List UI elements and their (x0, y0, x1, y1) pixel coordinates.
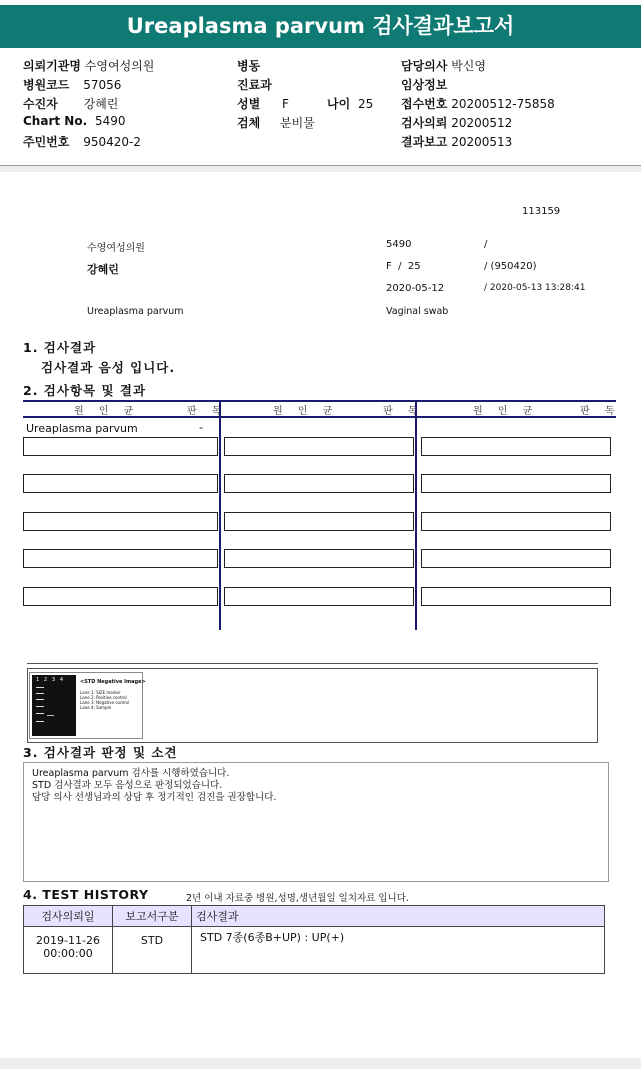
field-label: 나이 (327, 97, 351, 111)
label-date: 2020-05-12 (386, 283, 445, 294)
history-header-row (24, 906, 605, 927)
section4-title: 4. TEST HISTORY (23, 887, 149, 902)
gel-band (36, 713, 44, 714)
col-header-reading: 판 독 (383, 406, 424, 417)
field-label: 진료과 (237, 78, 272, 92)
field-label: 임상정보 (401, 78, 448, 92)
page-footer-band (0, 1058, 641, 1069)
opinion-line: STD 검사결과 모두 음성으로 판정되었습니다. (32, 780, 223, 791)
field-value: 20200513 (451, 135, 513, 149)
gel-lane-numbers: 1 2 3 4 (36, 677, 64, 683)
results-col-divider (415, 400, 417, 630)
gel-top-rule (27, 663, 598, 664)
col-header-reading: 판 독 (187, 406, 228, 417)
label-chart: 5490 (386, 239, 412, 250)
field-value: 20200512-75858 (451, 97, 555, 111)
section3-title: 3. 검사결과 판정 및 소견 (23, 745, 178, 760)
history-result: STD 7종(6종B+UP) : UP(+) (192, 927, 605, 974)
history-date-cell (24, 927, 113, 974)
result-item-name: Ureaplasma parvum (26, 422, 138, 435)
sample-code: 113159 (522, 206, 561, 217)
result-box (224, 474, 414, 493)
history-time: 00:00:00 (43, 947, 93, 960)
gel-band (36, 693, 44, 694)
field-value: 5490 (94, 114, 126, 128)
field-value: 분비물 (280, 116, 315, 130)
field-label: 성별 (237, 97, 261, 111)
result-box (23, 437, 218, 456)
field-value: 25 (358, 97, 374, 111)
result-box (421, 474, 611, 493)
result-box (421, 437, 611, 456)
field-label: 검사의뢰 (401, 116, 448, 130)
label-patient: 강혜린 (87, 263, 119, 276)
history-date: 2019-11-26 (36, 934, 100, 947)
opinion-line: Ureaplasma parvum 검사를 시행하였습니다. (32, 768, 230, 779)
field-label: 병원코드 (23, 78, 70, 92)
history-row (24, 927, 605, 974)
section2-title: 2. 검사항목 및 결과 (23, 383, 147, 398)
field-label: 검체 (237, 116, 261, 130)
col-header-organism: 원 인 균 (74, 406, 140, 417)
gel-legend (80, 690, 129, 710)
history-table (23, 905, 605, 974)
result-box (23, 474, 218, 493)
label-hospital: 수영여성의원 (87, 243, 145, 254)
col-header-reading: 판 독 (580, 406, 621, 417)
gel-band (36, 687, 44, 688)
gel-image (32, 675, 76, 736)
result-box (224, 437, 414, 456)
history-col-header: 검사결과 (192, 906, 605, 927)
col-header-organism: 원 인 균 (273, 406, 339, 417)
field-value: 박신영 (451, 59, 486, 73)
results-col-divider (219, 400, 221, 630)
result-box (224, 587, 414, 606)
result-item-value: - (199, 421, 203, 434)
field-value: 강혜린 (83, 97, 119, 111)
label-slash: / (484, 239, 488, 250)
history-col-header: 보고서구분 (113, 906, 192, 927)
field-value: 수영여성의원 (84, 59, 155, 73)
result-box (224, 512, 414, 531)
field-label: 담당의사 (401, 59, 448, 73)
field-value: 950420-2 (83, 135, 141, 149)
result-box (23, 512, 218, 531)
field-label: Chart No. (23, 114, 88, 128)
field-value: 57056 (83, 78, 122, 92)
field-label: 접수번호 (401, 97, 448, 111)
result-box (421, 549, 611, 568)
result-box (224, 549, 414, 568)
gel-title: <STD Negative Image> (80, 679, 146, 685)
age-field (327, 95, 373, 112)
field-label: 결과보고 (401, 135, 448, 149)
gel-image-card (29, 672, 146, 739)
gel-legend-item: Lane 1: SIZE marker (80, 690, 121, 695)
header-col1 (23, 57, 223, 152)
history-type: STD (113, 927, 192, 974)
header-col3 (401, 57, 631, 152)
gel-band (36, 706, 44, 707)
label-test: Ureaplasma parvum (87, 306, 184, 317)
field-label: 주민번호 (23, 135, 70, 149)
report-title: Ureaplasma parvum 검사결과보고서 (0, 5, 641, 48)
gel-legend-item: Lane 3: Negative control (80, 700, 130, 705)
field-label: 병동 (237, 59, 261, 73)
section1-title: 1. 검사결과 (23, 340, 97, 355)
header-shadow (0, 166, 641, 172)
label-specimen: Vaginal swab (386, 306, 449, 317)
field-label: 수진자 (23, 97, 58, 111)
label-sex-age: F / 25 (386, 261, 421, 272)
opinion-line: 담당 의사 선생님과의 상담 후 정기적인 검진을 권장합니다. (32, 792, 277, 803)
label-datetime: / 2020-05-13 13:28:41 (484, 283, 586, 293)
gel-band (47, 715, 54, 716)
field-value: 20200512 (451, 116, 513, 130)
gel-band (36, 699, 44, 700)
gel-legend-item: Lane 2: Positive control (80, 695, 127, 700)
gel-legend-item: Lane 4: Sample (80, 705, 112, 710)
opinion-box (23, 762, 609, 882)
result-box (23, 587, 218, 606)
field-label: 의뢰기관명 (23, 59, 81, 73)
label-birth: / (950420) (484, 261, 537, 272)
result-box (23, 549, 218, 568)
result-box (421, 587, 611, 606)
history-note: 2년 이내 자료중 병원,성명,생년월일 일치자료 입니다. (186, 893, 409, 904)
history-col-header: 검사의뢰일 (24, 906, 113, 927)
col-header-organism: 원 인 균 (473, 406, 539, 417)
field-value: F (282, 97, 289, 111)
gel-band (36, 721, 44, 722)
result-box (421, 512, 611, 531)
section1-result: 검사결과 음성 입니다. (41, 360, 176, 375)
